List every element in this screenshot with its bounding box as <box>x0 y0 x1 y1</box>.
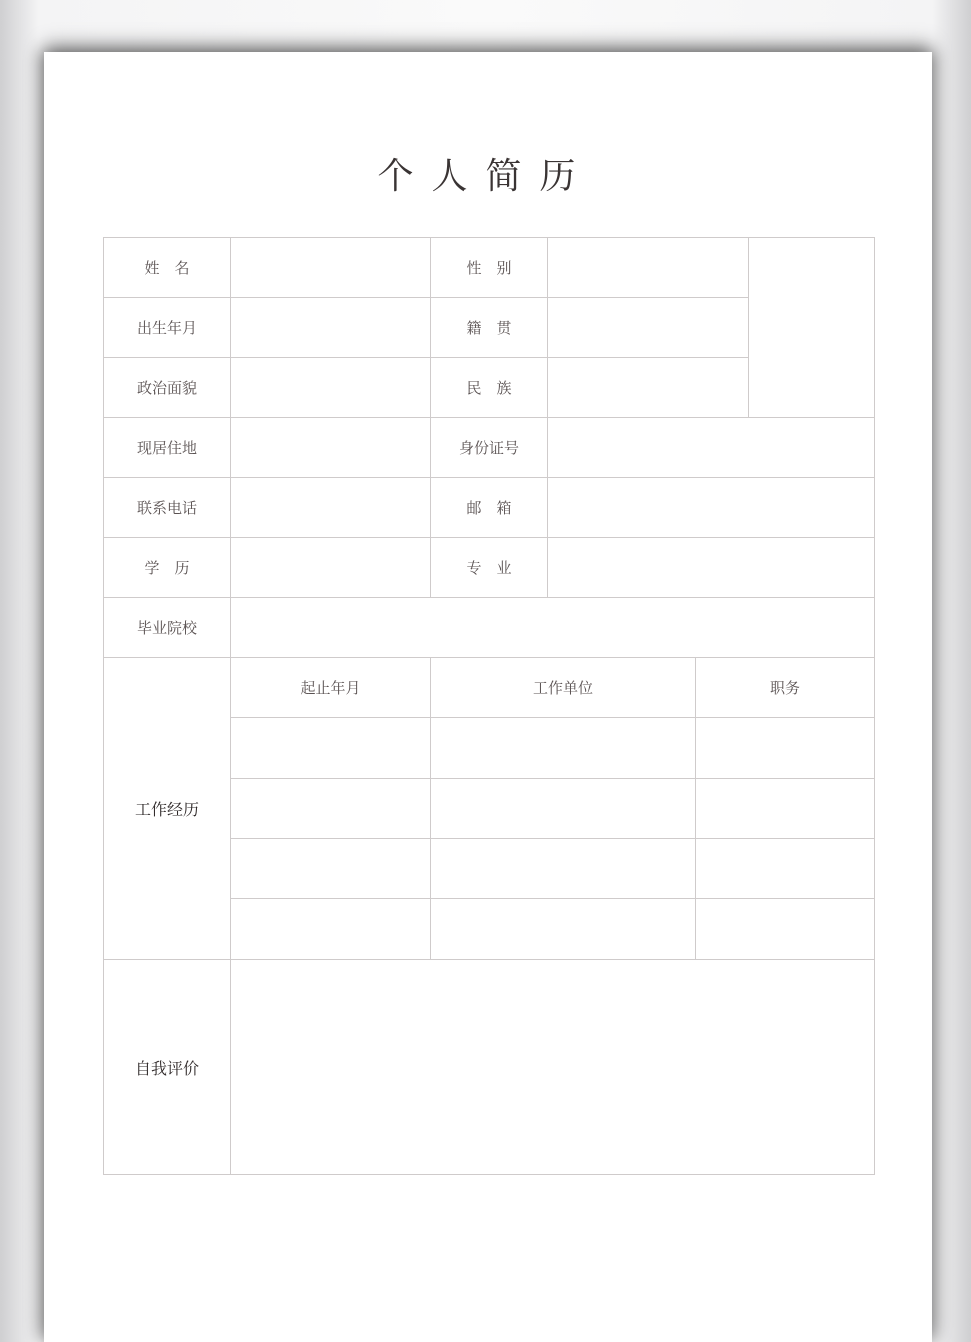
work-header-2: 职务 <box>695 657 875 718</box>
label-school: 毕业院校 <box>103 597 231 658</box>
label-work-experience: 工作经历 <box>103 657 231 960</box>
page-title: 个人简历 <box>377 156 594 197</box>
label-gender: 性 别 <box>430 237 548 298</box>
gender-field[interactable] <box>547 237 749 298</box>
self-evaluation-field[interactable] <box>230 959 875 1175</box>
political-status-field[interactable] <box>230 357 431 418</box>
email-field[interactable] <box>547 477 875 538</box>
label-email: 邮 箱 <box>430 477 548 538</box>
address-field[interactable] <box>230 417 431 478</box>
label-id-number: 身份证号 <box>430 417 548 478</box>
work-cell[interactable] <box>430 838 696 899</box>
work-cell[interactable] <box>430 778 696 839</box>
work-cell[interactable] <box>430 717 696 779</box>
label-education: 学 历 <box>103 537 231 598</box>
work-cell[interactable] <box>695 838 875 899</box>
label-native-place: 籍 贯 <box>430 297 548 358</box>
label-address: 现居住地 <box>103 417 231 478</box>
phone-field[interactable] <box>230 477 431 538</box>
photo-box[interactable] <box>748 237 875 418</box>
school-field[interactable] <box>230 597 875 658</box>
work-header-0: 起止年月 <box>230 657 431 718</box>
native-place-field[interactable] <box>547 297 749 358</box>
label-phone: 联系电话 <box>103 477 231 538</box>
work-cell[interactable] <box>230 898 431 960</box>
education-field[interactable] <box>230 537 431 598</box>
work-cell[interactable] <box>695 778 875 839</box>
label-name: 姓 名 <box>103 237 231 298</box>
ethnicity-field[interactable] <box>547 357 749 418</box>
work-cell[interactable] <box>230 717 431 779</box>
major-field[interactable] <box>547 537 875 598</box>
work-cell[interactable] <box>230 838 431 899</box>
work-cell[interactable] <box>695 717 875 779</box>
label-ethnicity: 民 族 <box>430 357 548 418</box>
work-header-1: 工作单位 <box>430 657 696 718</box>
work-cell[interactable] <box>695 898 875 960</box>
label-major: 专 业 <box>430 537 548 598</box>
work-cell[interactable] <box>230 778 431 839</box>
birth-field[interactable] <box>230 297 431 358</box>
label-birth: 出生年月 <box>103 297 231 358</box>
label-political-status: 政治面貌 <box>103 357 231 418</box>
id-number-field[interactable] <box>547 417 875 478</box>
name-field[interactable] <box>230 237 431 298</box>
work-cell[interactable] <box>430 898 696 960</box>
label-self-evaluation: 自我评价 <box>103 959 231 1175</box>
